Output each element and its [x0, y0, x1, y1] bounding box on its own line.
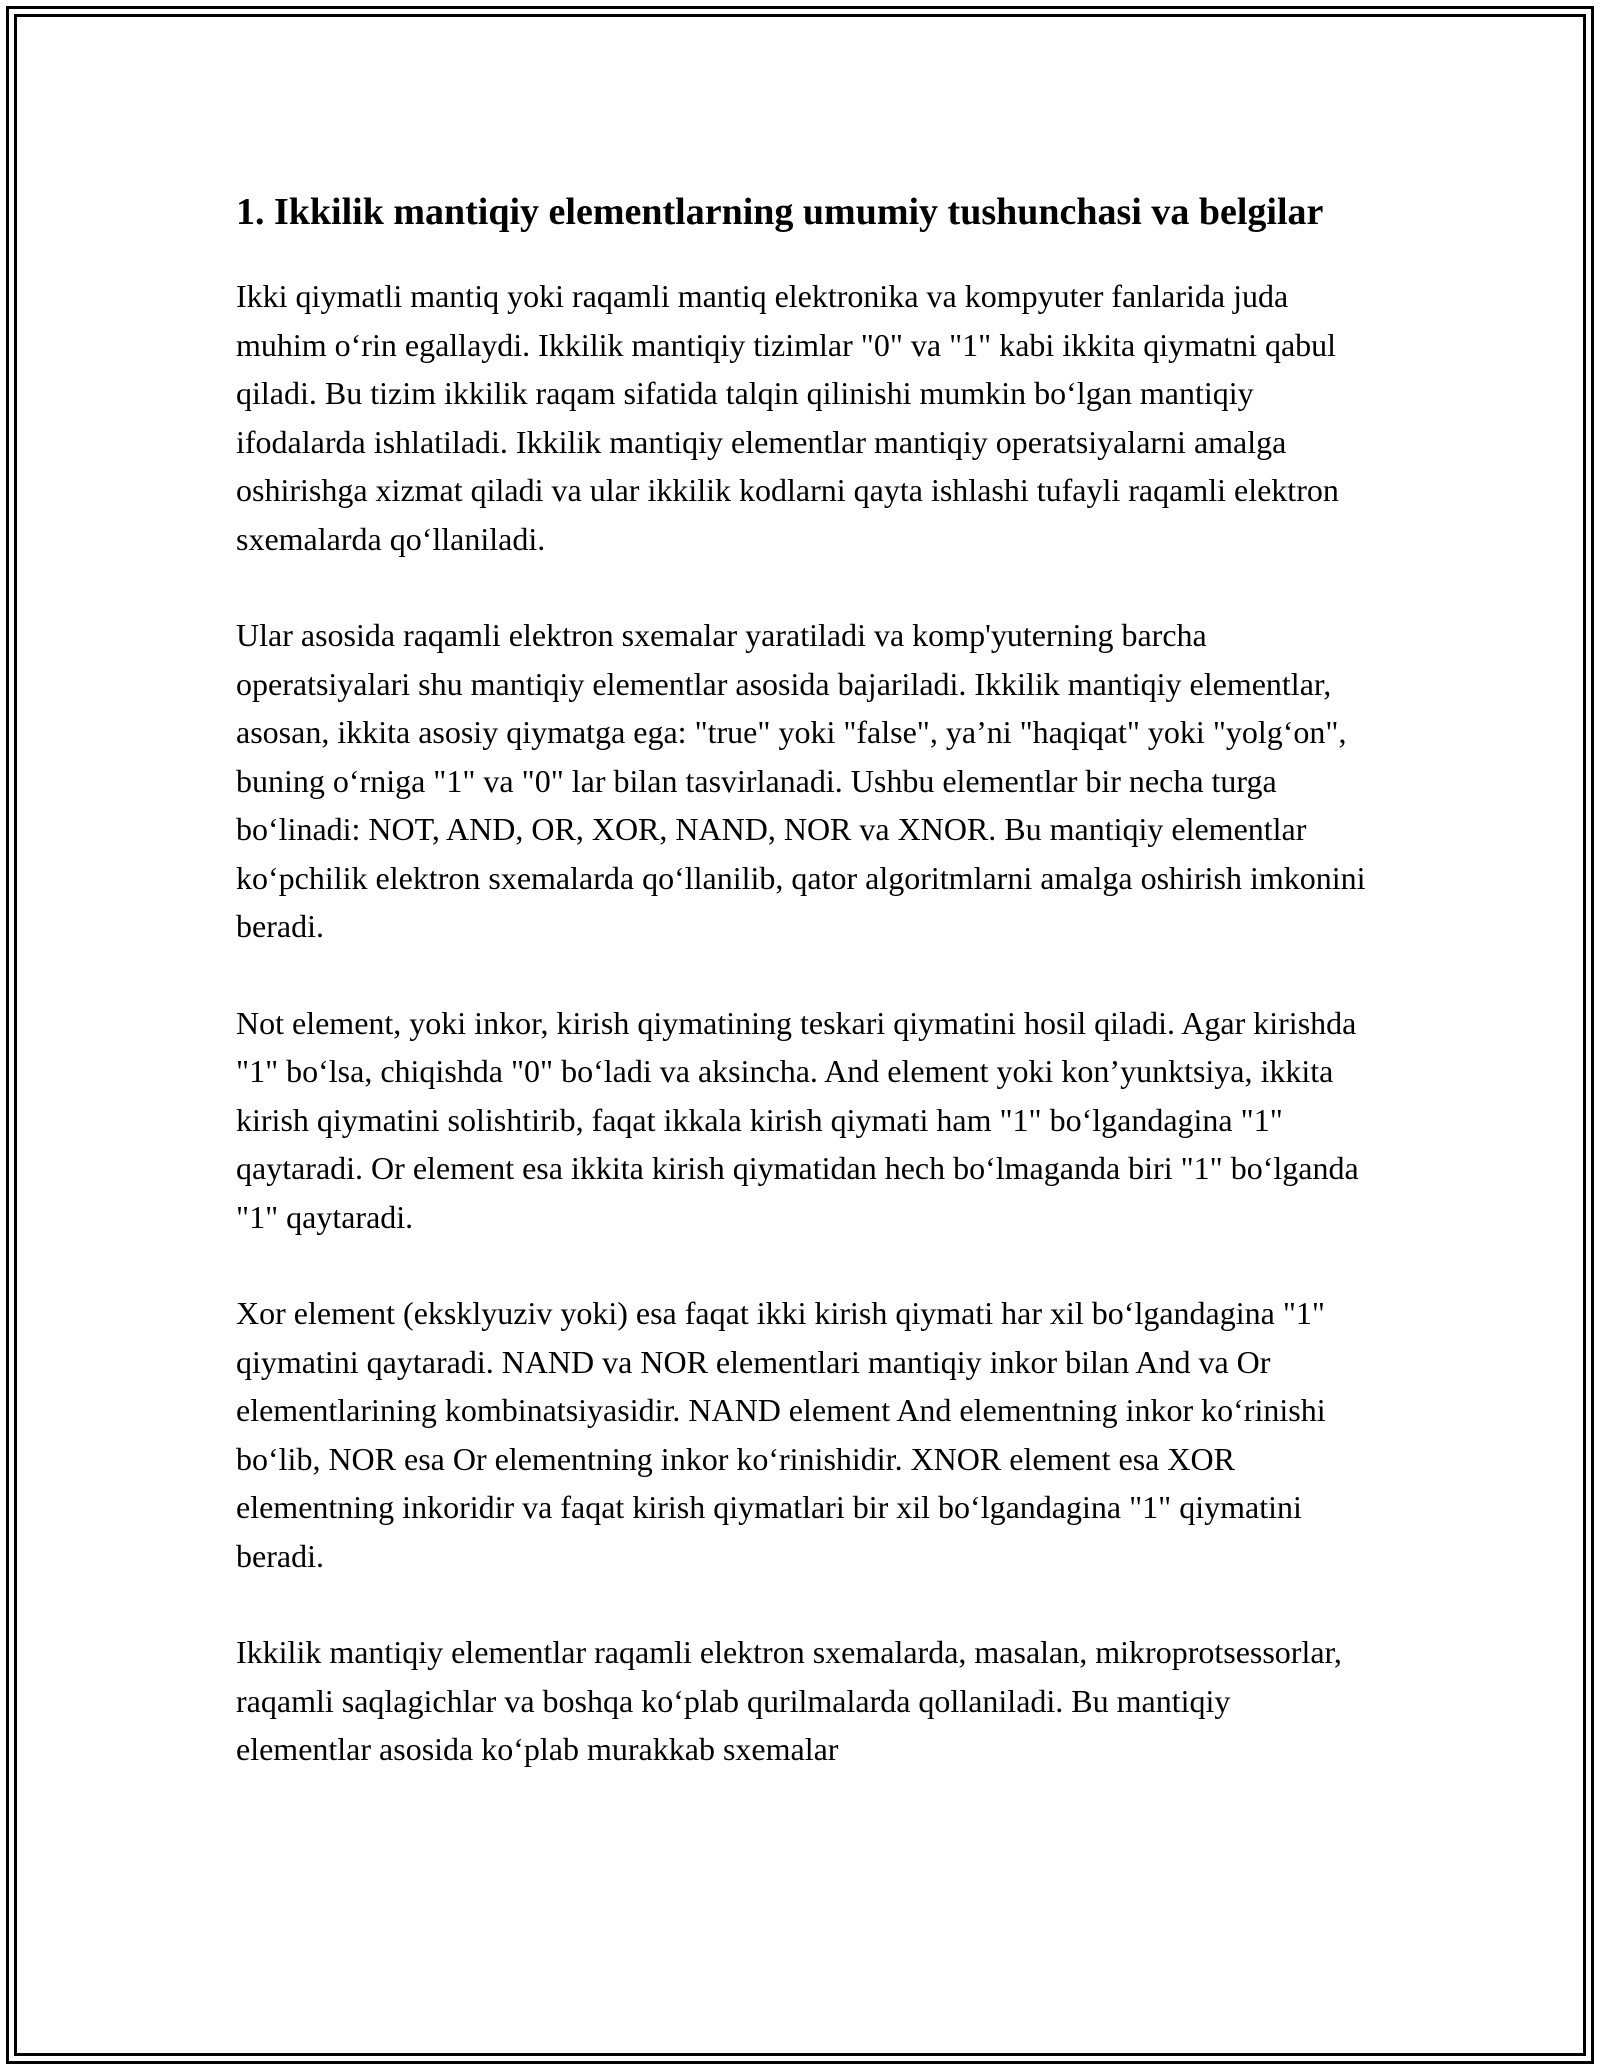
document-body — [236, 185, 1371, 1822]
paragraph-4: Xor element (eksklyuziv yoki) esa faqat ikki kirish qiymati har xil boʻlgandagina "1" qiymatini qaytaradi. NAND va NOR elementlari mantiqiy inkor bilan And va Or elementlarining kombinatsiyasidir. NAND element And elementning inkor koʻrinishi boʻlib, NOR esa Or elementning inkor koʻrinishidir. XNOR element esa XOR elementning inkoridir va faqat kirish qiymatlari bir xil boʻlgandagina "1" qiymatini beradi. — [236, 1295, 1326, 1574]
paragraph-3: Not element, yoki inkor, kirish qiymatining teskari qiymatini hosil qiladi. Agar kirishda "1" boʻlsa, chiqishda "0" boʻladi va aksincha. And element yoki konʼyunktsiya, ikkita kirish qiymatini solishtirib, faqat ikkala kirish qiymati ham "1" boʻlgandagina "1" qaytaradi. Or element esa ikkita kirish qiymatidan hech boʻlmaganda biri "1" boʻlganda "1" qaytaradi. — [236, 1004, 1359, 1235]
paragraph-1: Ikki qiymatli mantiq yoki raqamli mantiq elektronika va kompyuter fanlarida juda muhim oʻrin egallaydi. Ikkilik mantiqiy tizimlar "0" va "1" kabi ikkita qiymatni qabul qiladi. Bu tizim ikkilik raqam sifatida talqin qilinishi mumkin boʻlgan mantiqiy ifodalarda ishlatiladi. Ikkilik mantiqiy elementlar mantiqiy operatsiyalarni amalga oshirishga xizmat qiladi va ular ikkilik kodlarni qayta ishlashi tufayli raqamli elektron sxemalarda qoʻllaniladi. — [236, 278, 1339, 557]
section-heading: 1. Ikkilik mantiqiy elementlarning umumiy tushunchasi va belgilar — [236, 191, 1324, 233]
paragraph-2: Ular asosida raqamli elektron sxemalar yaratiladi va komp'yuterning barcha operatsiyalari shu mantiqiy elementlar asosida bajariladi. Ikkilik mantiqiy elementlar, asosan, ikkita asosiy qiymatga ega: "true" yoki "false", yaʼni "haqiqat" yoki "yolgʻon", buning oʻrniga "1" va "0" lar bilan tasvirlanadi. Ushbu elementlar bir necha turga boʻlinadi: NOT, AND, OR, XOR, NAND, NOR va XNOR. Bu mantiqiy elementlar koʻpchilik elektron sxemalarda qoʻllanilib, qator algoritmlarni amalga oshirish imkonini beradi. — [236, 617, 1366, 944]
paragraph-5: Ikkilik mantiqiy elementlar raqamli elektron sxemalarda, masalan, mikroprotsessorlar, raqamli saqlagichlar va boshqa koʻplab qurilmalarda qollaniladi. Bu mantiqiy elementlar asosida koʻplab murakkab sxemalar — [236, 1634, 1342, 1767]
